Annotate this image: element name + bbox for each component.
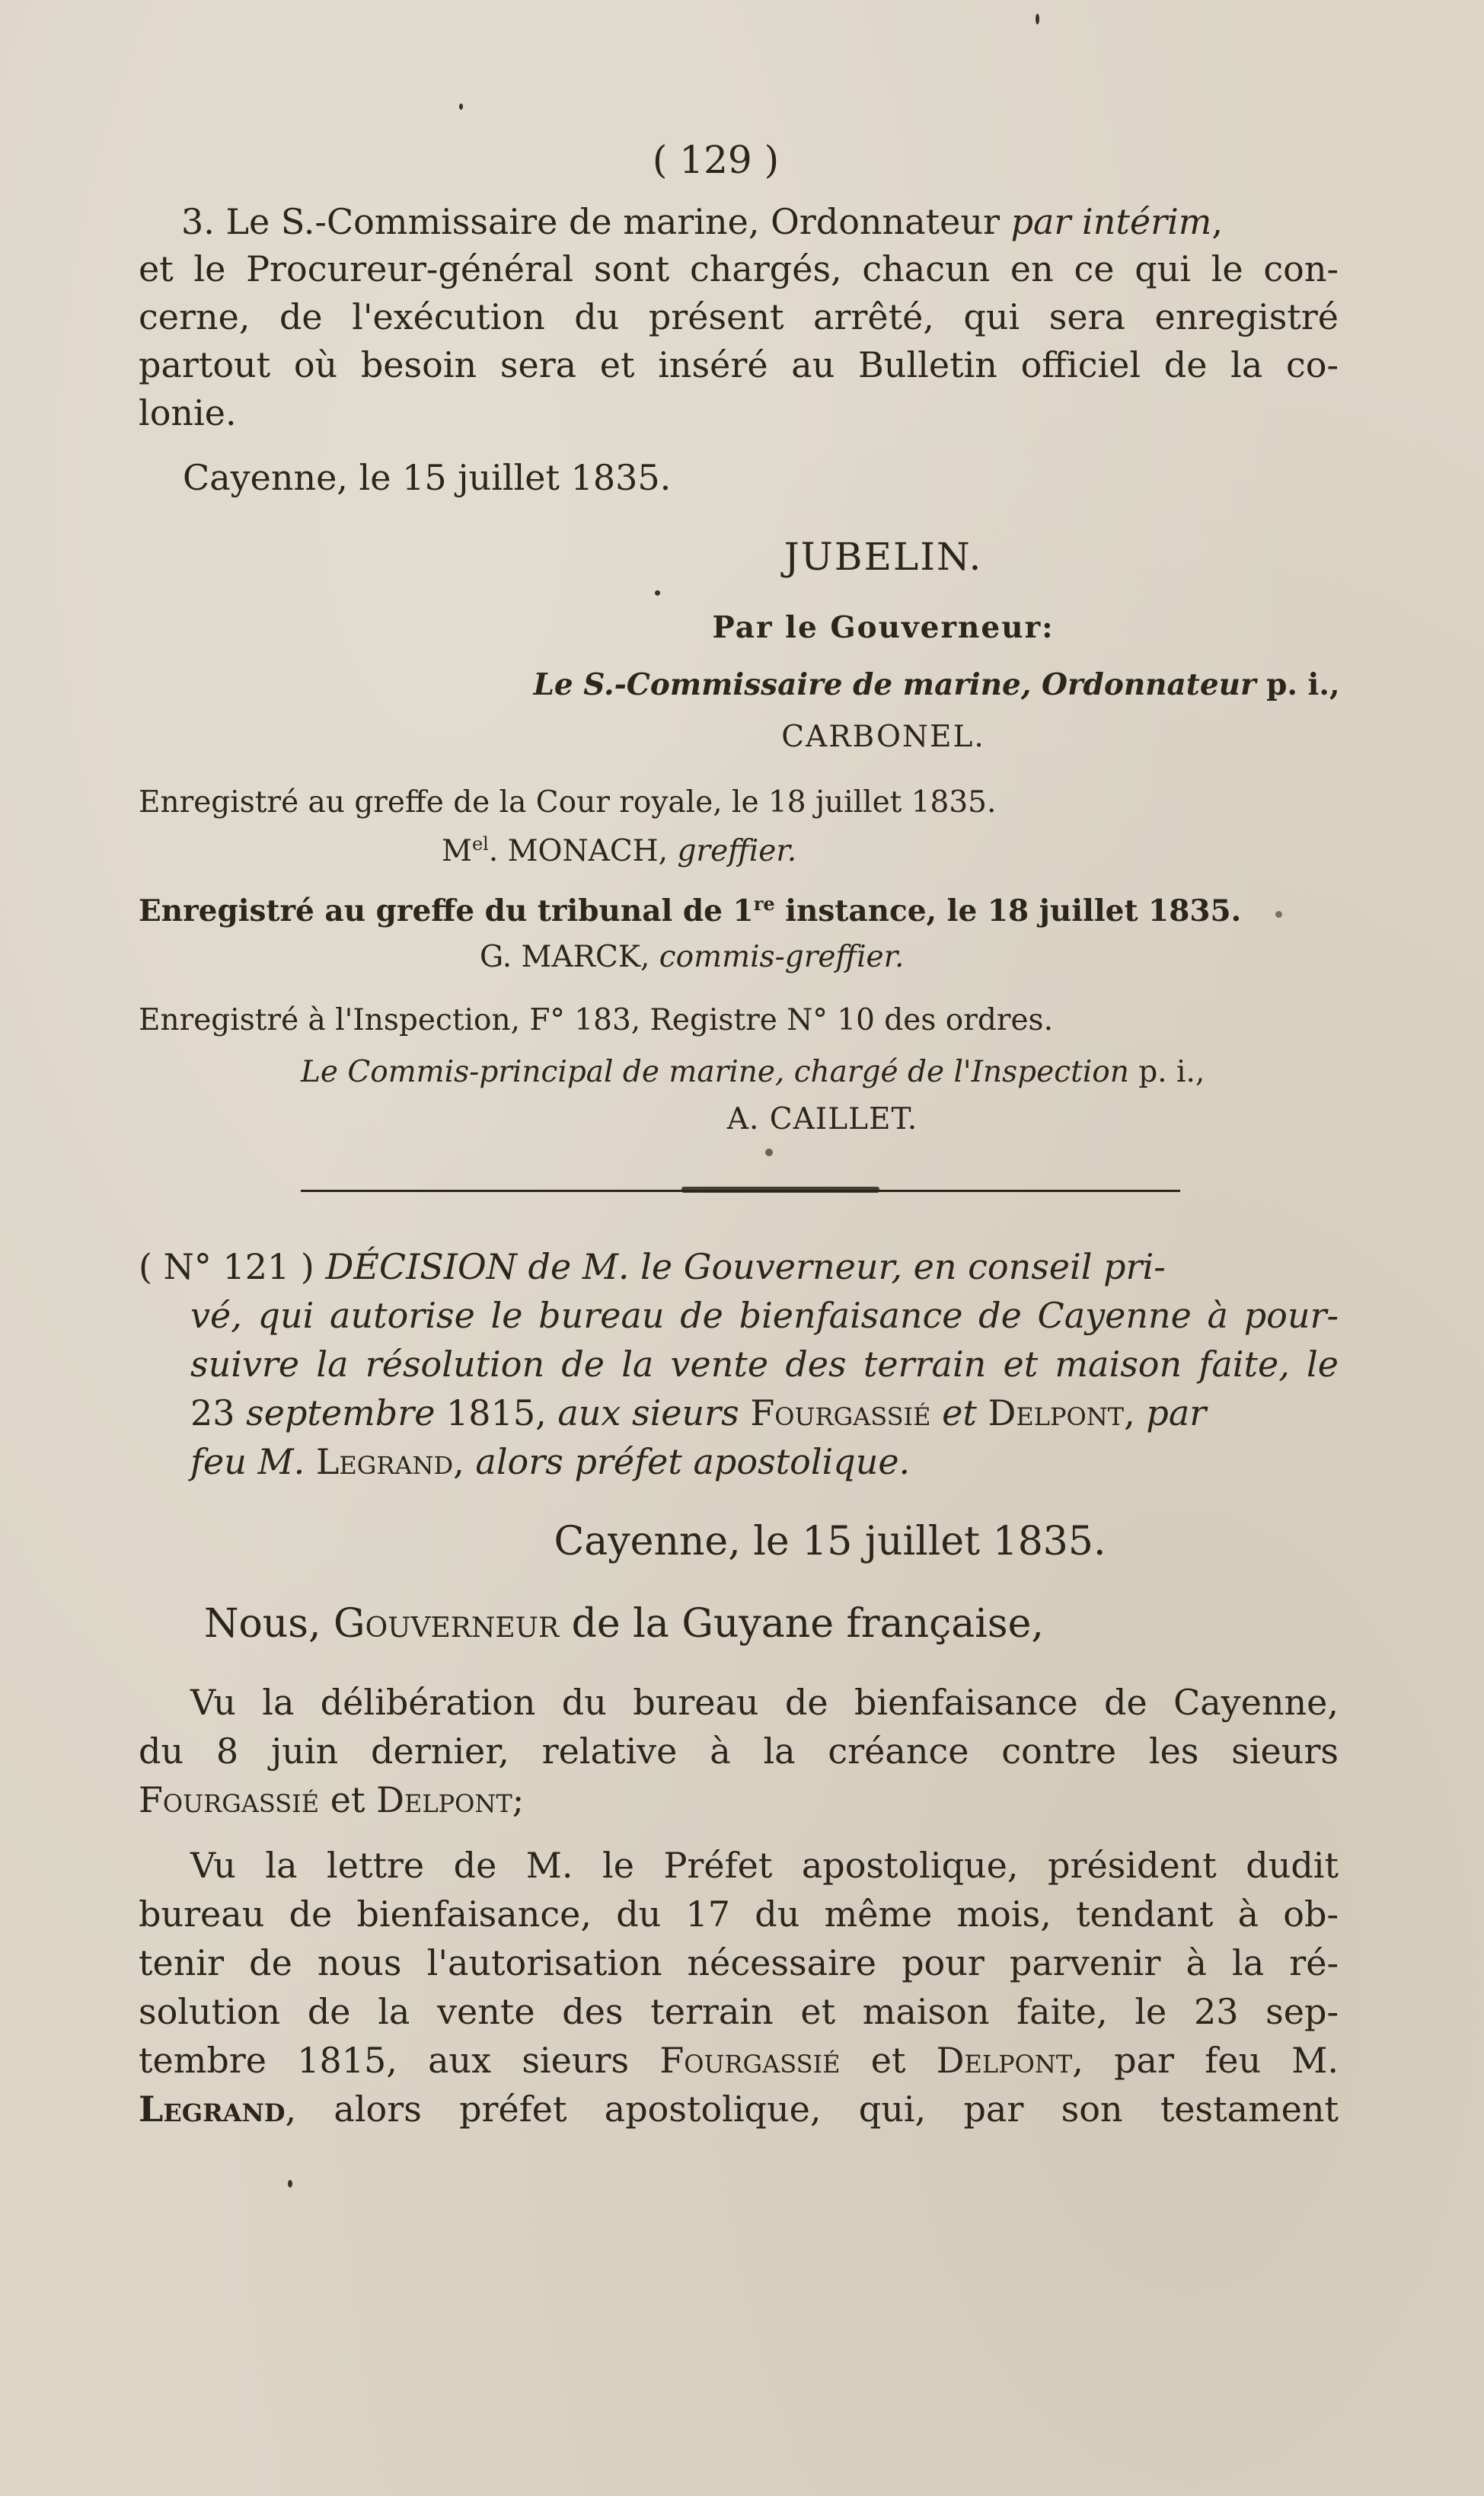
article3-line1-start: 3. Le S.-Commissaire de marine, Ordonnateur [181,201,1011,242]
paper-speck [459,104,463,110]
nous-gouverneur [204,1601,1044,1647]
greffier1-sup: el [471,833,489,855]
commis-title-italic: Le Commis-principal de marine, chargé de l'Inspection [301,1055,1129,1089]
decision-l4-f: et [942,1392,977,1433]
registration2-end: instance, le 18 juillet 1835. [774,893,1242,928]
vu1-l3-c: Delpont [376,1779,512,1820]
vu1-l3-d: ; [512,1779,525,1820]
nous-c: de la Guyane française, [559,1601,1044,1647]
commis-title-end: p. i., [1128,1055,1205,1089]
decision-l4-h: , [1124,1392,1147,1433]
commis-title [301,1057,1205,1087]
separator-rule-center [681,1187,879,1193]
vu1-l3-b: et [319,1779,377,1820]
registration-3: Enregistré à l'Inspection, F° 183, Registre N° 10 des ordres. [139,1003,1053,1037]
article3-line-4: partout où besoin sera et inséré au Bulletin officiel de la co- [139,344,1339,385]
vu2-l5-a: tembre 1815, aux sieurs [139,2040,660,2081]
vu2-line-4: solution de la vente des terrain et maison faite, le 23 sep- [139,1991,1339,2032]
decision-l4-g: Delpont [976,1392,1125,1433]
decision-l5-d: alors préfet apostolique. [475,1441,911,1482]
vu2-line-6 [139,2089,1339,2130]
decision-l5-a: feu M. [190,1441,316,1482]
greffier2-name: G. MARCK, [480,940,659,974]
decision-line-3: suivre la résolution de la vente des terrain et maison faite, le [190,1344,1339,1385]
greffier-2 [480,942,904,972]
vu1-line-1: Vu la délibération du bureau de bienfaisance de Cayenne, [190,1682,1339,1723]
decision-l4-b: septembre [246,1392,436,1433]
commissaire-title [518,667,1355,702]
greffier1-rest: . MONACH, [488,834,678,868]
nous-b: Gouverneur [334,1601,560,1647]
registration-1: Enregistré au greffe de la Cour royale, le 18 juillet 1835. [139,785,997,820]
decision-l5-c: , [453,1441,476,1482]
page-number: ( 129 ) [652,138,780,182]
signature-caillet: A. CAILLET. [726,1102,918,1136]
vu2-l5-e: , par feu M. [1072,2040,1339,2081]
signature-carbonel: CARBONEL. [781,720,985,754]
commissaire-title-end: p. i., [1256,667,1340,702]
nous-a: Nous, [204,1601,334,1647]
paper-speck [288,2180,292,2188]
vu2-line-5 [139,2040,1339,2081]
paper-speck [655,590,660,596]
article3-line-3: cerne, de l'exécution du présent arrêté, qui sera enregistré [139,296,1339,337]
article3-line-2: et le Procureur-général sont chargés, chacun en ce qui le con- [139,248,1339,289]
vu2-l5-d: Delpont [936,2040,1073,2081]
par-le-gouverneur: Par le Gouverneur: [712,610,1055,645]
decision-date: Cayenne, le 15 juillet 1835. [554,1519,1106,1564]
paper-speck [1275,911,1282,918]
vu2-line-2: bureau de bienfaisance, du 17 du même mois, tendant à ob- [139,1894,1339,1935]
signature-governor: JUBELIN. [783,535,983,579]
greffier-1 [442,835,796,866]
greffier1-role: greffier. [677,834,797,868]
decision-number: ( N° 121 ) [139,1246,326,1287]
article3-line1-italic: par intérim [1010,201,1212,242]
greffier2-role: commis-greffier. [659,940,905,974]
vu2-l6-b: , alors préfet apostolique, qui, par son testament [285,2089,1339,2130]
decision-line-4 [190,1392,1339,1433]
decision-l4-a: 23 [190,1392,247,1433]
article3-line1-end: , [1211,201,1224,242]
decision-l4-d: aux sieurs [557,1392,739,1433]
date-line: Cayenne, le 15 juillet 1835. [183,457,672,498]
greffier1-prefix: M [442,834,472,868]
vu2-line-1: Vu la lettre de M. le Préfet apostolique, président dudit [190,1845,1339,1886]
decision-line-1 [139,1246,1166,1287]
registration-2 [139,895,1241,926]
commissaire-title-italic: Le S.-Commissaire de marine, Ordonnateur [533,667,1256,702]
decision-line-2: vé, qui autorise le bureau de bienfaisance de Cayenne à pour- [190,1295,1339,1336]
registration2-sup: re [753,893,775,915]
paper-speck [765,1149,773,1156]
decision-l4-e: Fourgassié [739,1392,943,1433]
vu2-l6-a: Legrand [139,2089,286,2130]
vu1-line-3 [139,1779,525,1820]
vu1-l3-a: Fourgassié [139,1779,320,1820]
registration2-start: Enregistré au greffe du tribunal de 1 [139,893,754,928]
vu2-line-3: tenir de nous l'autorisation nécessaire pour parvenir à la ré- [139,1942,1339,1983]
article3-line-1 [181,201,1339,242]
article3-line-5: lonie. [139,392,237,433]
decision-l5-b: Legrand [315,1441,454,1482]
decision-l4-i: par [1146,1392,1207,1433]
vu2-l5-c: et [840,2040,937,2081]
vu1-line-2: du 8 juin dernier, relative à la créance contre les sieurs [139,1731,1339,1772]
paper-speck [1036,14,1039,24]
vu2-l5-b: Fourgassié [659,2040,841,2081]
decision-line-5 [190,1441,911,1482]
decision-l1: DÉCISION de M. le Gouverneur, en conseil pri- [325,1246,1166,1287]
decision-l4-c: 1815, [435,1392,558,1433]
